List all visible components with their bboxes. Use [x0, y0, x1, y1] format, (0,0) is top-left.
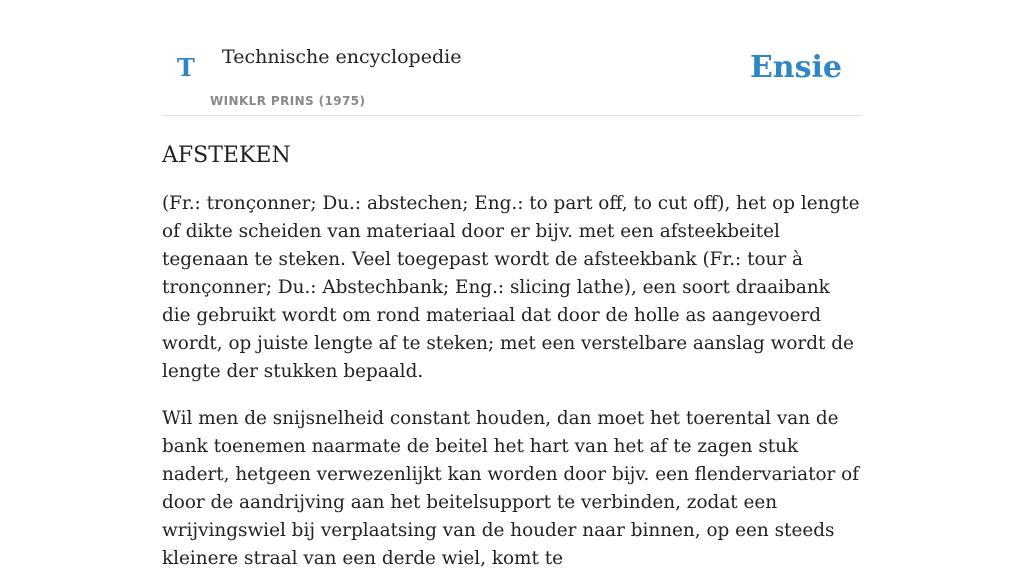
ensie-logo-link[interactable]: Ensie [749, 50, 842, 85]
entry-body [162, 190, 862, 573]
book-logo-icon[interactable]: T [177, 53, 195, 82]
entry-paragraph: (Fr.: tronçonner; Du.: abstechen; Eng.: to part off, to cut off), het op lengte of dikte scheiden van materiaal door er bijv. met een afsteekbeitel tegenaan te steken. Veel toegepast wordt de afsteekbank (Fr.: tour à tronçonner; Du.: Abstechbank; Eng.: slicing lathe), een soort draaibank die gebruikt wordt om rond materiaal dat door de holle as aangevoerd wordt, op juiste lengte af te steken; met een verstelbare aanslag wordt de lengte der stukken bepaald. [162, 193, 860, 383]
book-title-link[interactable]: Technische encyclopedie [222, 46, 462, 68]
book-source-label: WINKLR PRINS (1975) [210, 94, 366, 108]
book-header [162, 0, 862, 116]
entry-paragraph: Wil men de snijsnelheid constant houden, dan moet het toerental van de bank toenemen naarmate de beitel het hart van het af te zagen stuk nadert, hetgeen verwezenlijkt kan worden door bijv. een flendervariator of door de aandrijving aan het beitelsupport te verbinden, zodat een wrijvingswiel bij verplaatsing van de houder naar binnen, op een steeds kleinere straal van een derde wiel, komt te [162, 408, 860, 570]
entry-title: AFSTEKEN [162, 143, 291, 168]
page-container [162, 0, 862, 573]
